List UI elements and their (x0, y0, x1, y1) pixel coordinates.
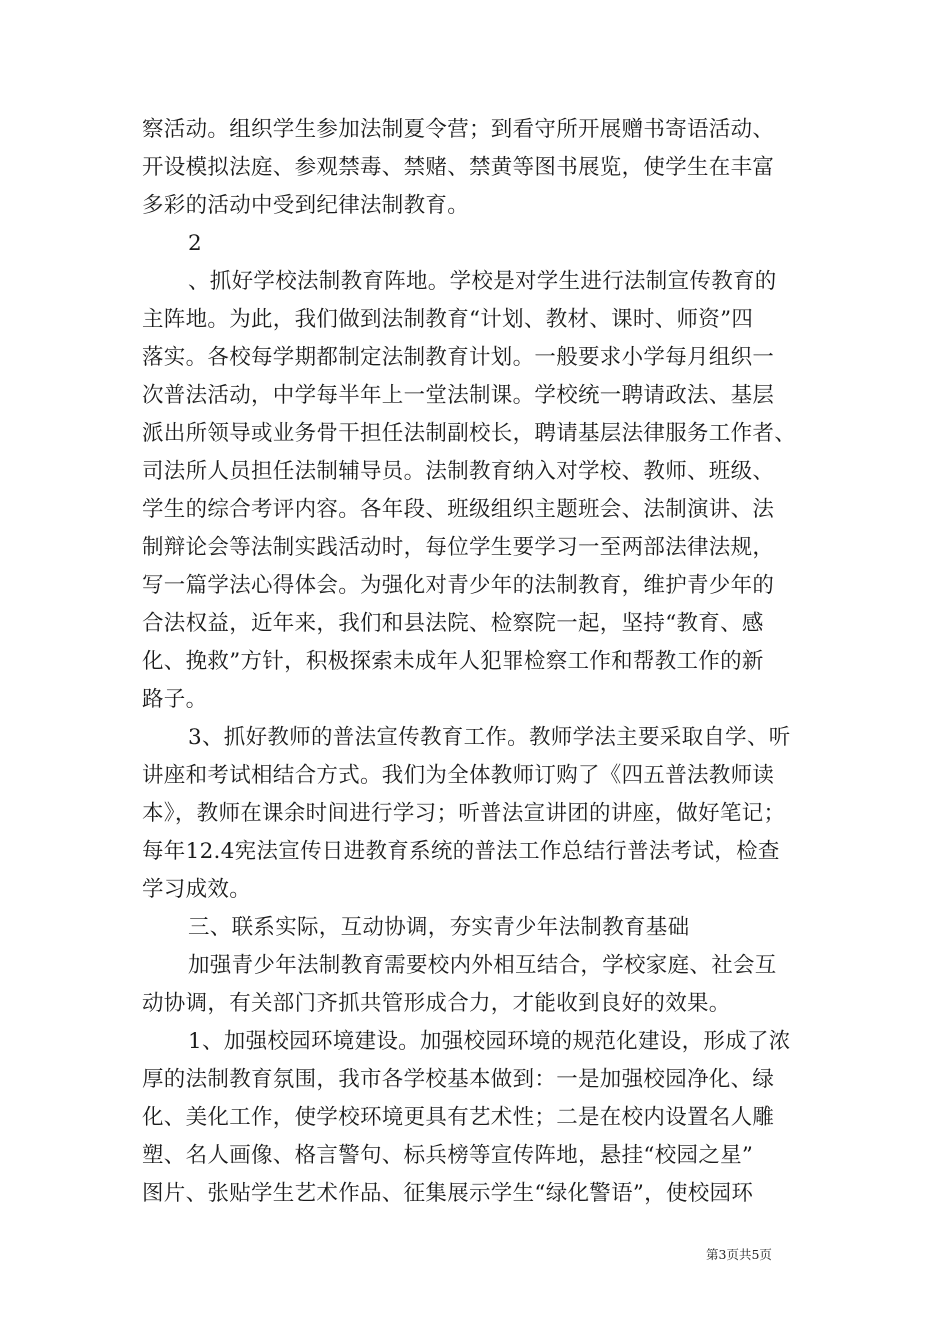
text-line: 多彩的活动中受到纪律法制教育。 (142, 193, 470, 218)
text-line: 塑、名人画像、格言警句、标兵榜等宣传阵地，悬挂“校园之星” (142, 1143, 754, 1168)
text-line: 学生的综合考评内容。各年段、班级组织主题班会、法制演讲、法 (142, 497, 775, 522)
paragraph-first-line: 3、抓好教师的普法宣传教育工作。教师学法主要采取自学、听 (188, 725, 791, 750)
page-number-footer: 第3页共5页 (706, 1247, 772, 1262)
paragraph-first-line: 加强青少年法制教育需要校内外相互结合，学校家庭、社会互 (188, 953, 777, 978)
text-line: 图片、张贴学生艺术作品、征集展示学生“绿化警语”，使校园环 (142, 1181, 754, 1206)
text-line: 制辩论会等法制实践活动时，每位学生要学习一至两部法律法规， (142, 535, 775, 560)
text-line: 开设模拟法庭、参观禁毒、禁赌、禁黄等图书展览，使学生在丰富 (142, 155, 775, 180)
section-heading: 三、联系实际，互动协调，夯实青少年法制教育基础 (188, 915, 690, 940)
paragraph-first-line: 1、加强校园环境建设。加强校园环境的规范化建设，形成了浓 (188, 1029, 791, 1054)
section-number: 2 (188, 231, 202, 256)
text-line: 学习成效。 (142, 877, 252, 902)
text-line: 动协调，有关部门齐抓共管形成合力，才能收到良好的效果。 (142, 991, 731, 1016)
text-line: 本》，教师在课余时间进行学习；听普法宣讲团的讲座，做好笔记； (142, 801, 786, 826)
text-line: 司法所人员担任法制辅导员。法制教育纳入对学校、教师、班级、 (142, 459, 775, 484)
text-line: 路子。 (142, 687, 208, 712)
text-line: 写一篇学法心得体会。为强化对青少年的法制教育，维护青少年的 (142, 573, 775, 598)
paragraph-first-line: 、抓好学校法制教育阵地。学校是对学生进行法制宣传教育的 (188, 269, 777, 294)
text-line: 主阵地。为此，我们做到法制教育“计划、教材、课时、师资”四 (142, 307, 754, 332)
text-line: 派出所领导或业务骨干担任法制副校长，聘请基层法律服务工作者、 (142, 421, 797, 446)
text-line: 厚的法制教育氛围，我市各学校基本做到：一是加强校园净化、绿 (142, 1067, 775, 1092)
text-line: 每年12.4宪法宣传日进教育系统的普法工作总结行普法考试，检查 (142, 839, 780, 864)
text-line: 化、挽救”方针，积极探索未成年人犯罪检察工作和帮教工作的新 (142, 649, 764, 674)
text-line: 化、美化工作，使学校环境更具有艺术性；二是在校内设置名人雕 (142, 1105, 775, 1130)
text-line: 落实。各校每学期都制定法制教育计划。一般要求小学每月组织一 (142, 345, 775, 370)
text-line: 察活动。组织学生参加法制夏令营；到看守所开展赠书寄语活动、 (142, 117, 775, 142)
text-line: 合法权益，近年来，我们和县法院、检察院一起，坚持“教育、感 (142, 611, 764, 636)
text-line: 讲座和考试相结合方式。我们为全体教师订购了《四五普法教师读 (142, 763, 775, 788)
text-line: 次普法活动，中学每半年上一堂法制课。学校统一聘请政法、基层 (142, 383, 775, 408)
